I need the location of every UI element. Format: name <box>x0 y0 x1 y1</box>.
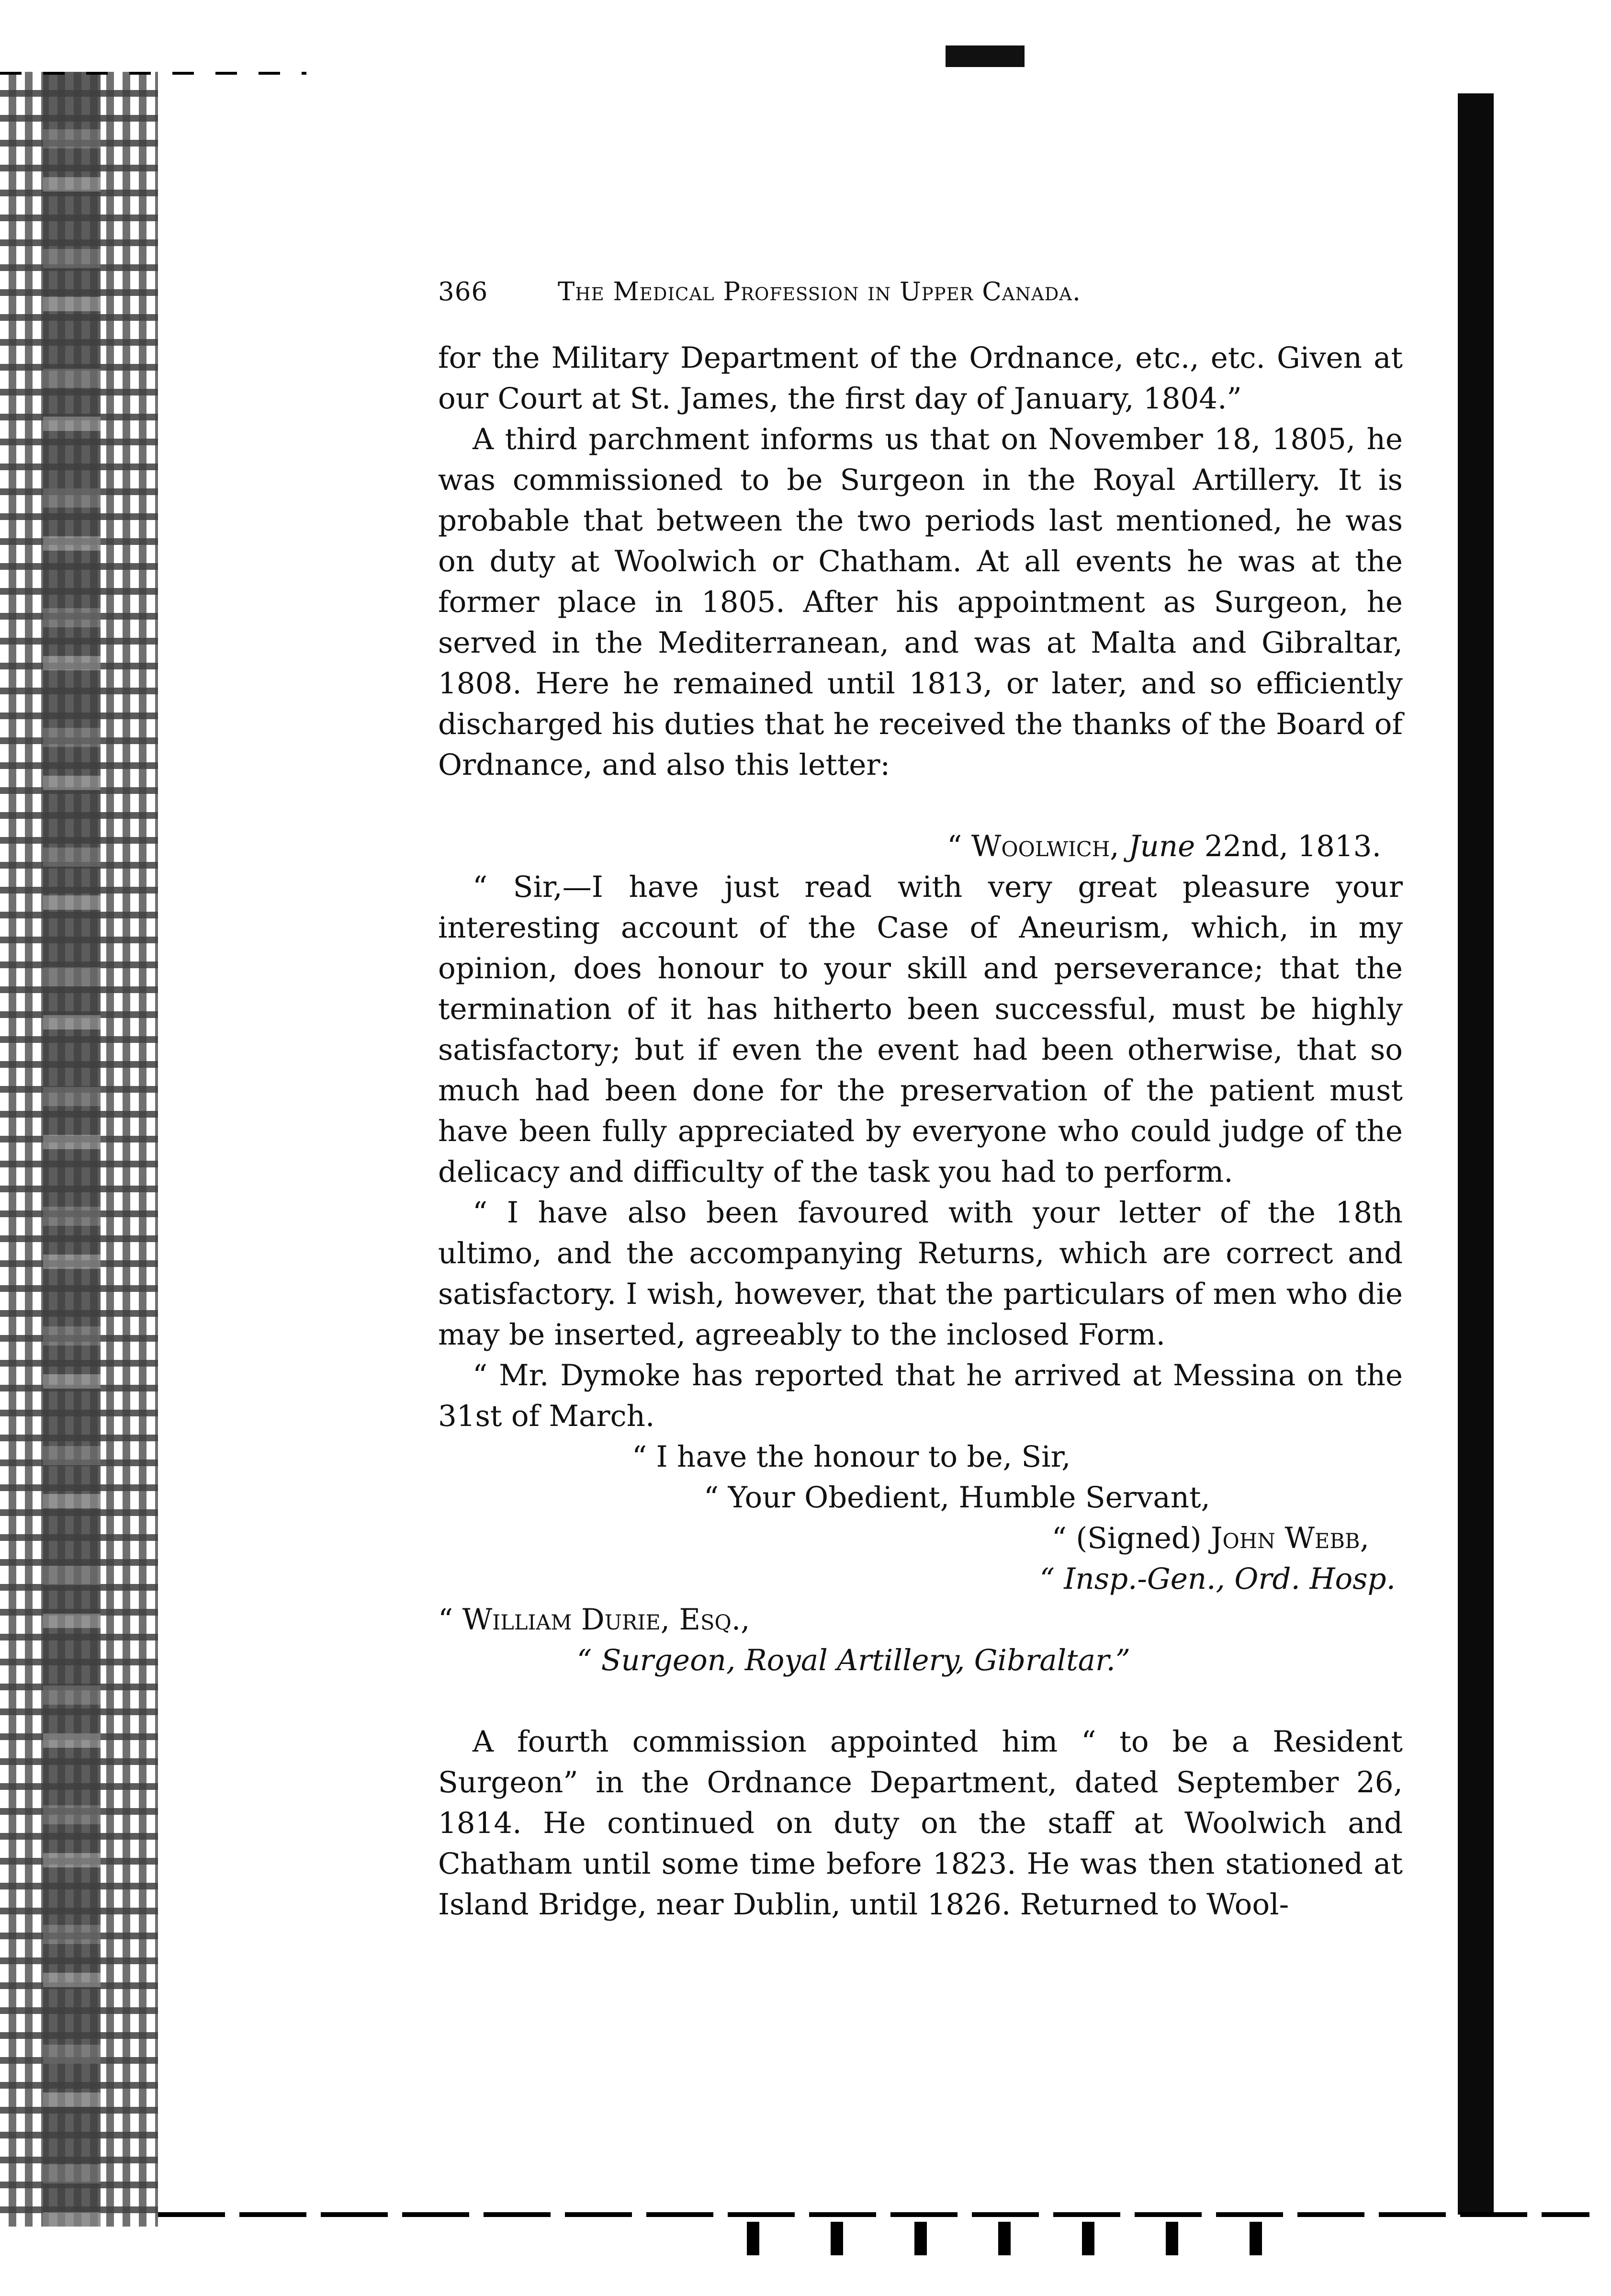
scan-bottom-rule-artifact <box>158 2212 1589 2217</box>
paragraph-continuation: for the Military Department of the Ordnance, etc., etc. Given at our Court at St. James, the first day of January, 1804.” <box>438 341 1403 416</box>
page-body <box>438 338 1403 1925</box>
book-page <box>438 273 1403 2045</box>
scan-top-mark-artifact <box>946 45 1025 67</box>
letter-paragraph-3: “ Mr. Dymoke has reported that he arrived at Messina on the 31st of March. <box>438 1358 1403 1433</box>
addressee-name: “ William Durie, Esq., <box>438 1603 750 1637</box>
dateline-month: June <box>1128 829 1195 863</box>
letter-closing-1: “ I have the honour to be, Sir, <box>632 1440 1071 1474</box>
signer-name: John Webb, <box>1211 1521 1369 1555</box>
letter-paragraph-2: “ I have also been favoured with your letter of the 18th ultimo, and the accompanying Returns, which are correct and satisfactory. I wish, however, that the particulars of men who die may be inserted, agreeably to the inclosed Form. <box>438 1196 1403 1352</box>
letter-closing-2: “ Your Obedient, Humble Servant, <box>704 1481 1210 1515</box>
running-head <box>438 273 1281 311</box>
scan-left-edge-artifact <box>0 72 158 2227</box>
letter-paragraph-1: “ Sir,—I have just read with very great pleasure your interesting account of the Case of Aneurism, which, in my opinion, does honour to your skill and perseverance; that the termination of it has hitherto been successful, must be highly satisfactory; but if even the event had been otherwise, that so much had been done for the preservation of the patient must have been fully appreciated by everyone who could judge of the delicacy and difficulty of the task you had to perform. <box>438 870 1403 1189</box>
addressee-title: “ Surgeon, Royal Artillery, Gibraltar.” <box>577 1643 1131 1677</box>
paragraph-third-parchment: A third parchment informs us that on November 18, 1805, he was commissioned to be Surgeon in the Royal Artillery. It is probable that between the two periods last mentioned, he was on duty at Woolwich or Chatham. At all events he was at the former place in 1805. After his appointment as Surgeon, he served in the Mediterranean, and was at Malta and Gibraltar, 1808. Here he remained until 1813, or later, and so efficiently discharged his duties that he received the thanks of the Board of Ordnance, and also this letter: <box>438 422 1403 782</box>
page-number: 366 <box>438 277 488 306</box>
signer-office: “ Insp.-Gen., Ord. Hosp. <box>1039 1562 1396 1596</box>
letter-dateline <box>438 826 1403 867</box>
paragraph-fourth-commission: A fourth commission appointed him “ to be a Resident Surgeon” in the Ordnance Department, dated September 26, 1814. He continued on duty on the staff at Woolwich and Chatham until some time before 1823. He was then stationed at Island Bridge, near Dublin, until 1826. Returned to Wool- <box>438 1725 1403 1922</box>
scan-right-edge-bar <box>1458 93 1494 2215</box>
signed-prefix: “ (Signed) <box>1051 1521 1202 1555</box>
scan-top-rule-artifact <box>0 72 306 75</box>
scan-bottom-marks-artifact <box>747 2222 1331 2255</box>
spacer <box>438 1681 1403 1721</box>
running-title: The Medical Profession in Upper Canada. <box>558 277 1081 306</box>
dateline-rest: 22nd, 1813. <box>1204 829 1381 863</box>
dateline-place: “ Woolwich, <box>947 829 1119 863</box>
letter-signature <box>438 1518 1403 1559</box>
spacer <box>438 785 1403 826</box>
